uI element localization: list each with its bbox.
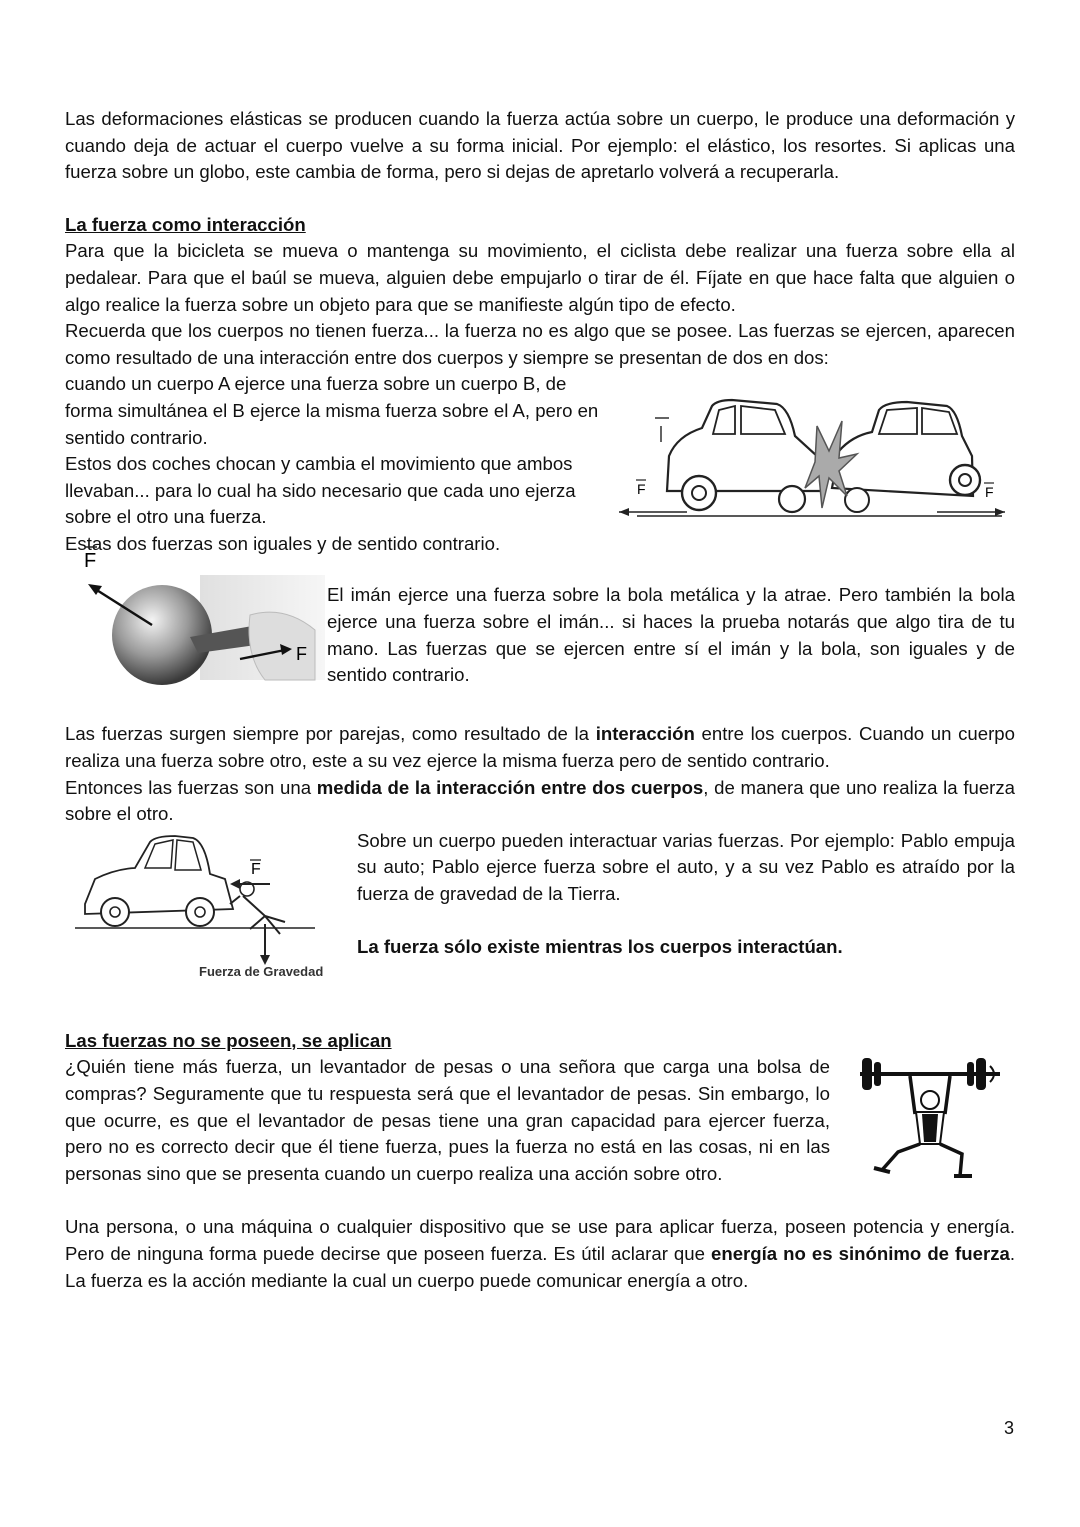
paragraph-magnet: El imán ejerce una fuerza sobre la bola metálica y la atrae. Pero también la bola ejerce una fuerza sobre el imán... si haces la prueba notarás que algo tira de tu mano. Las fuerzas que se ejercen entre sí el imán y la bola, son iguales y de sentido contrario. [327, 584, 1015, 686]
force-label-push: F [251, 860, 261, 878]
paragraph-cars-crash: Estos dos coches chocan y cambia el movimiento que ambos llevaban... para lo cual ha sido necesario que cada uno ejerza sobre el otro una fuerza. [65, 453, 576, 528]
section-heading-interaction: La fuerza como interacción [65, 213, 306, 235]
svg-text:F: F [84, 550, 97, 573]
page-number: 3 [1003, 1418, 1014, 1438]
force-label-top [82, 543, 102, 573]
paragraph-bicycle: Para que la bicicleta se mueva o mantenga su movimiento, el ciclista debe realizar una fuerza sobre ella al pedalear. Para que el baúl se mueva, alguien debe empujarlo o tirar de él. Fíjate en que hace falta que alguien o algo realice la fuerza sobre un objeto para que se manifieste algún tipo de efecto. [65, 240, 1015, 315]
section-heading-not-possessed: Las fuerzas no se poseen, se aplican [65, 1029, 392, 1051]
page-content [65, 106, 1015, 1294]
paragraph-action-reaction: cuando un cuerpo A ejerce una fuerza sobre un cuerpo B, de forma simultánea el B ejerce la misma fuerza sobre el A, pero en sentido contrario. [65, 373, 599, 448]
weightlifter-row [65, 1054, 1015, 1214]
magnet-row [65, 550, 1015, 721]
paragraph-weightlifter: ¿Quién tiene más fuerza, un levantador de pesas o una señora que carga una bolsa de compras? Seguramente que tu respuesta será que el levantador de pesas. Sin embargo, lo que ocurre, es que el levantador de pesas tiene una gran capacidad para ejercer fuerza, pero no es correcto decir que él tiene fuerza, pues la fuerza no está en las cosas, ni en las personas sino que se presenta cuando un cuerpo realiza una acción sobre otro. [65, 1056, 830, 1184]
pablo-row [65, 828, 1015, 1028]
force-label-right: F [985, 484, 994, 501]
magnet-ball-illustration [80, 555, 325, 685]
force-label-magnet: F [296, 644, 307, 665]
paragraph-pablo: Sobre un cuerpo pueden interactuar varias fuerzas. Por ejemplo: Pablo empuja su auto; Pablo ejerce fuerza sobre el auto, y a su vez Pablo es atraído por la fuerza de gravedad de la Tierra. [357, 829, 1015, 904]
intro-paragraph: Las deformaciones elásticas se producen cuando la fuerza actúa sobre un cuerpo, le produce una deformación y cuando deja de actuar el cuerpo vuelve a su forma inicial. Por ejemplo: el elástico, los resortes. Si aplicas una fuerza sobre un globo, este cambia de forma, pero si dejas de apretarlo volverá a recuperarla. [65, 108, 1015, 183]
weightlifter-illustration [840, 1052, 1010, 1182]
force-label-left: F [637, 481, 646, 498]
gravity-label: Fuerza de Gravedad [199, 963, 324, 979]
cars-crash-illustration [617, 396, 1007, 536]
paragraph-only-exists: La fuerza sólo existe mientras los cuerpos interactúan. [357, 935, 843, 957]
paragraph-bodies-no-force: Recuerda que los cuerpos no tienen fuerza... la fuerza no es algo que se posee. Las fuerzas se ejercen, aparecen como resultado de una interacción entre dos cuerpos y siempre se presentan de dos en dos: [65, 320, 1015, 368]
cars-row [65, 371, 1015, 557]
paragraph-equal-opposite: Estas dos fuerzas son iguales y de sentido contrario. [65, 532, 501, 554]
paragraph-measure: Entonces las fuerzas son una medida de la interacción entre dos cuerpos, de manera que uno realiza la fuerza sobre el otro. [65, 776, 1015, 825]
paragraph-pairs: Las fuerzas surgen siempre por parejas, como resultado de la interacción entre los cuerpos. Cuando un cuerpo realiza una fuerza sobre otro, este a su vez ejerce la misma fuerza pero de sentido contrario. [65, 723, 1015, 771]
pablo-pushing-car-illustration [75, 834, 345, 979]
paragraph-energy: Una persona, o una máquina o cualquier dispositivo que se use para aplicar fuerza, poseen potencia y energía. Pero de ninguna forma puede decirse que poseen fuerza. Es útil aclarar que energía no es sinónimo de fuerza. La fuerza es la acción mediante la cual un cuerpo puede comunicar energía a otro. [65, 1216, 1015, 1291]
